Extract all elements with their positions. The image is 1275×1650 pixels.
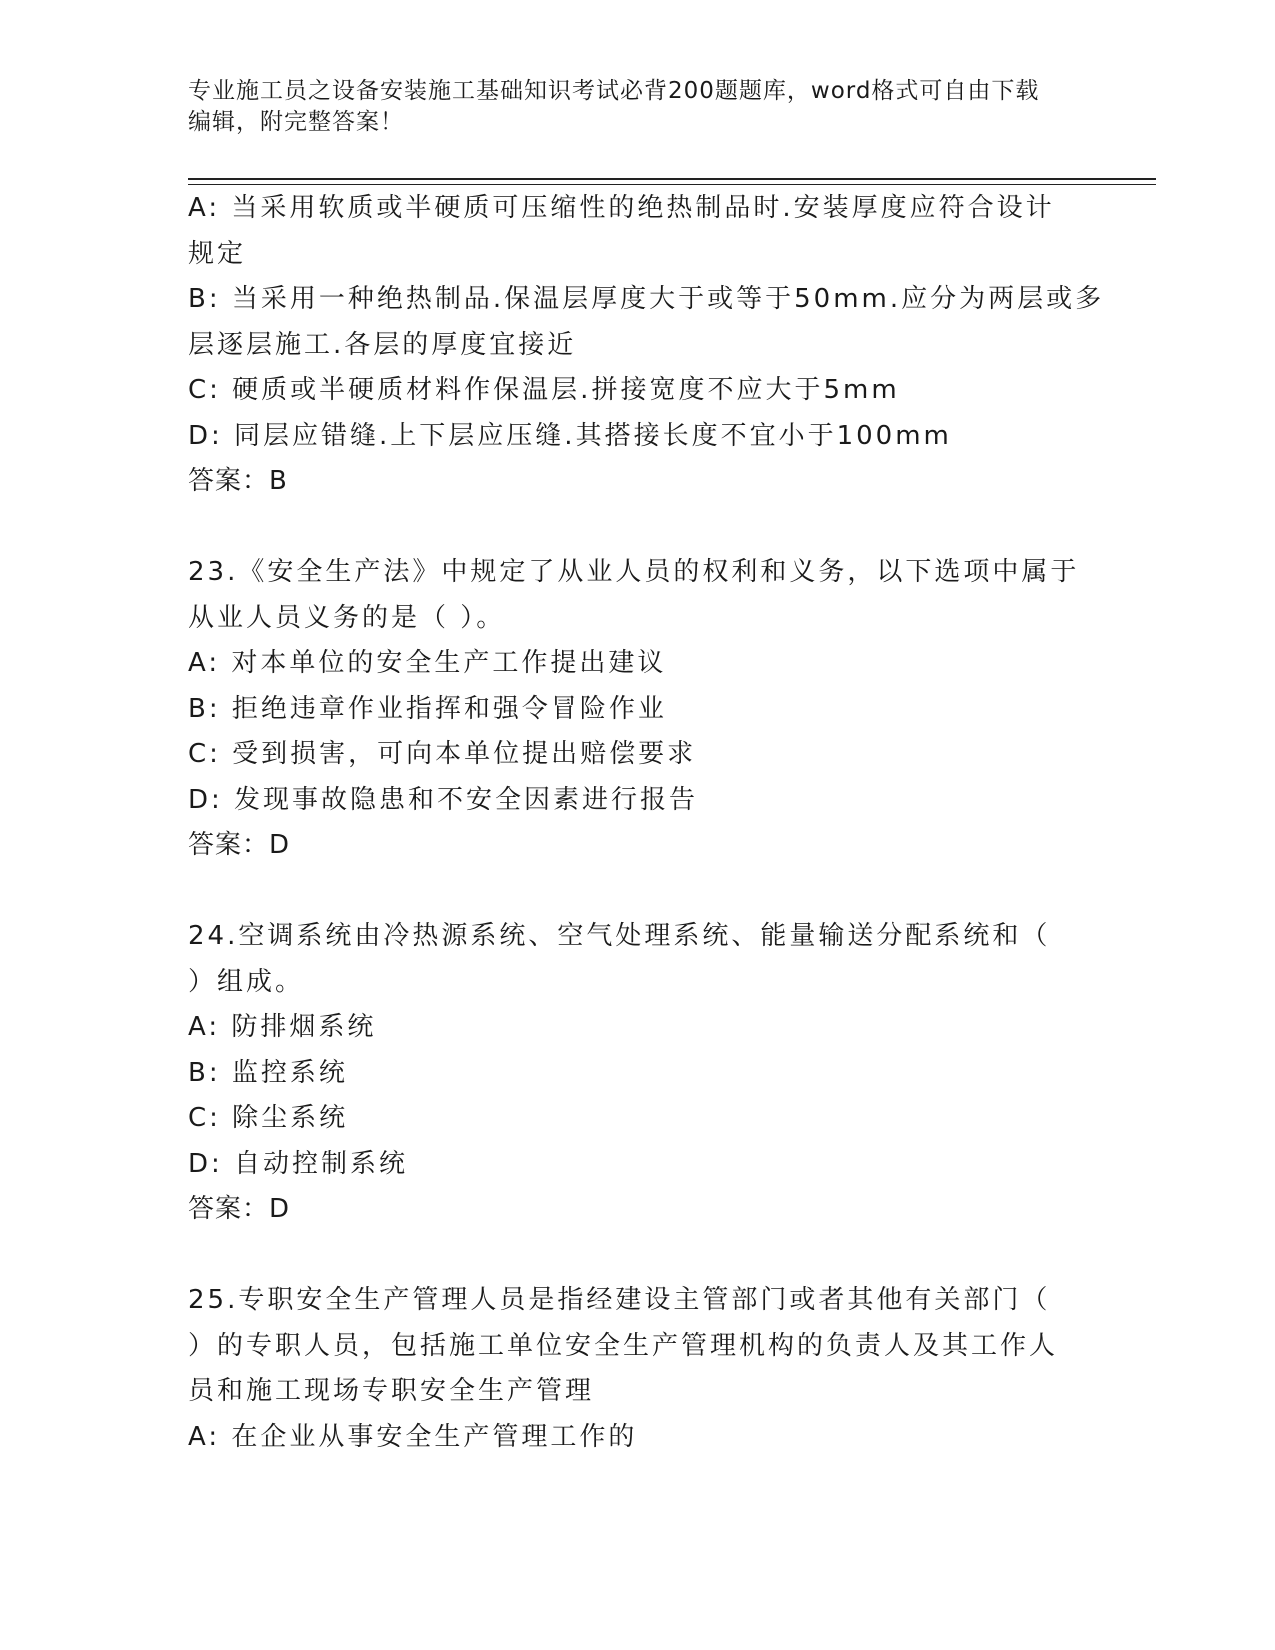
q22-answer: 答案：B — [188, 466, 288, 496]
q24-option-d: D: 自动控制系统 — [188, 1148, 409, 1179]
q25-stem-line-2: ）的专职人员，包括施工单位安全生产管理机构的负责人及其工作人 — [188, 1330, 1059, 1361]
question-spacer — [188, 869, 1088, 915]
q24-answer: 答案：D — [188, 1194, 291, 1224]
question-24 — [188, 914, 1088, 1233]
q22-option-d: D: 同层应错缝.上下层应压缝.其搭接长度不宜小于100mm — [188, 420, 952, 451]
q24-option-a: A: 防排烟系统 — [188, 1012, 377, 1042]
q22-option-b-line-2: 层逐层施工.各层的厚度宜接近 — [188, 329, 577, 360]
q23-option-c: C: 受到损害，可向本单位提出赔偿要求 — [188, 739, 697, 769]
q24-stem-line-1: 24.空调系统由冷热源系统、空气处理系统、能量输送分配系统和（ — [188, 921, 1051, 951]
q22-option-c: C: 硬质或半硬质材料作保温层.拼接宽度不应大于5mm — [188, 375, 900, 405]
q23-option-b: B: 拒绝违章作业指挥和强令冒险作业 — [188, 693, 667, 724]
q22-option-b-line-1: B: 当采用一种绝热制品.保温层厚度大于或等于50mm.应分为两层或多 — [188, 284, 1105, 314]
q22-option-a-line-1: A: 当采用软质或半硬质可压缩性的绝热制品时.安装厚度应符合设计 — [188, 193, 1055, 223]
q23-option-a: A: 对本单位的安全生产工作提出建议 — [188, 648, 667, 678]
q23-option-d: D: 发现事故隐患和不安全因素进行报告 — [188, 784, 699, 815]
question-23 — [188, 550, 1088, 869]
question-spacer — [188, 1233, 1088, 1279]
header-title-line-1: 专业施工员之设备安装施工基础知识考试必背200题题库，word格式可自由下载 — [188, 78, 1040, 104]
q22-option-a-line-2: 规定 — [188, 238, 247, 269]
q24-stem-line-2: ）组成。 — [188, 966, 305, 997]
header-divider-thin — [188, 184, 1156, 185]
question-22 — [188, 186, 1105, 505]
q23-stem-line-1: 23.《安全生产法》中规定了从业人员的权利和义务，以下选项中属于 — [188, 557, 1080, 587]
q24-option-b: B: 监控系统 — [188, 1057, 348, 1088]
q25-option-a: A: 在企业从事安全生产管理工作的 — [188, 1421, 638, 1452]
question-25 — [188, 1278, 1088, 1460]
q25-stem-line-1: 25.专职安全生产管理人员是指经建设主管部门或者其他有关部门（ — [188, 1285, 1051, 1315]
q25-stem-line-3: 员和施工现场专职安全生产管理 — [188, 1376, 595, 1406]
question-list — [188, 186, 1105, 1460]
document-header — [188, 76, 1088, 138]
q24-option-c: C: 除尘系统 — [188, 1103, 349, 1133]
q23-stem-line-2: 从业人员义务的是（ ）。 — [188, 602, 506, 633]
q23-answer: 答案：D — [188, 830, 291, 860]
question-spacer — [188, 505, 1088, 551]
header-title-line-2: 编辑，附完整答案！ — [188, 109, 404, 135]
header-divider-thick — [188, 178, 1156, 180]
